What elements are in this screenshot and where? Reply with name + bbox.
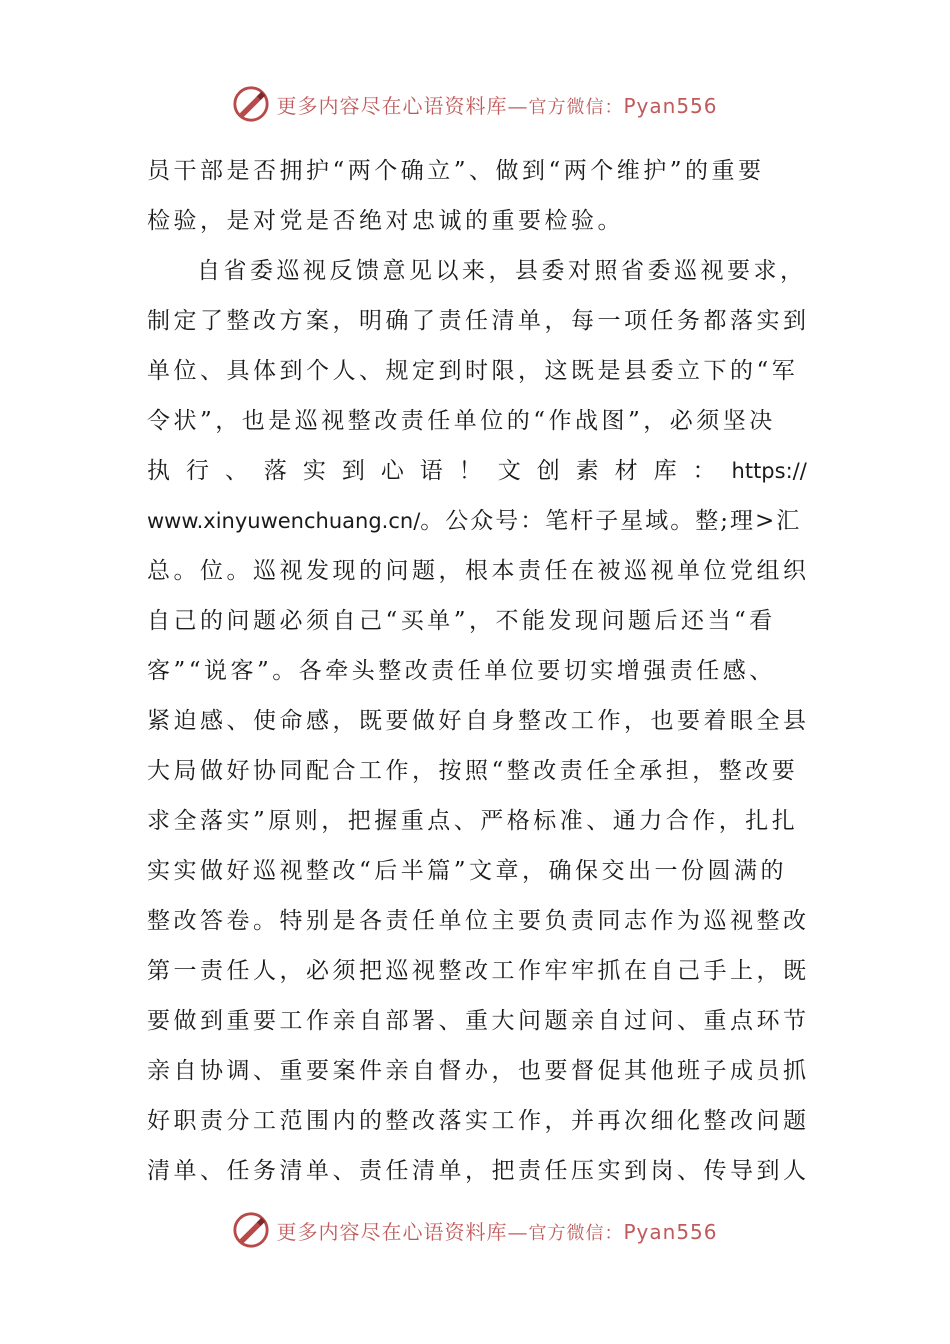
line-12: 紧迫感、使命感，既要做好自身整改工作，也要着眼全县 — [147, 708, 810, 734]
line-21: 清单、任务清单、责任清单，把责任压实到岗、传导到人 — [147, 1158, 810, 1184]
justified-char: 到 — [341, 458, 365, 484]
footer-site-text: 更多内容尽在心语资料库 — [276, 1219, 508, 1244]
justified-char: 文 — [497, 458, 521, 484]
line-8-text: 。公众号：笔杆子星域。整;理>汇 — [420, 508, 802, 534]
text-line — [147, 646, 807, 696]
footer-contact-label: 官方微信： — [528, 1222, 624, 1244]
header-site-text: 更多内容尽在心语资料库 — [276, 93, 508, 118]
justified-char: 行 — [185, 458, 209, 484]
justified-char: 素 — [575, 458, 599, 484]
line-4: 制定了整改方案，明确了责任清单，每一项任务都落实到 — [147, 308, 810, 334]
document-body — [147, 146, 810, 1196]
pen-logo-icon — [232, 1211, 270, 1249]
footer-text — [276, 1216, 717, 1245]
header-separator: — — [507, 93, 529, 118]
line-10: 自己的问题必须自己“买单”，不能发现问题后还当“看 — [147, 608, 776, 634]
line-14: 求全落实”原则，把握重点、严格标准、通力合作，扎扎 — [147, 808, 799, 834]
justified-char: 创 — [536, 458, 560, 484]
header-text — [276, 90, 717, 119]
text-line — [147, 546, 810, 596]
footer-banner — [0, 1210, 950, 1250]
text-line — [147, 996, 810, 1046]
text-line — [147, 1046, 810, 1096]
justified-char: 实 — [302, 458, 326, 484]
justified-char: 心 — [380, 458, 404, 484]
justified-char: 执 — [147, 458, 170, 484]
justified-char: ！ — [458, 458, 482, 484]
website-url-start[interactable]: https:// — [731, 459, 807, 483]
line-6: 令状”，也是巡视整改责任单位的“作战图”，必须坚决 — [147, 408, 776, 434]
line-16: 整改答卷。特别是各责任单位主要负责同志作为巡视整改 — [147, 908, 810, 934]
text-line — [147, 1096, 810, 1146]
text-line — [147, 846, 807, 896]
text-line — [147, 596, 807, 646]
text-line — [147, 796, 807, 846]
website-url[interactable]: www.xinyuwenchuang.cn/ — [147, 509, 421, 533]
justified-char: 、 — [224, 458, 248, 484]
header-banner — [0, 84, 950, 124]
justified-char: 落 — [263, 458, 287, 484]
line-20: 好职责分工范围内的整改落实工作，并再次细化整改问题 — [147, 1108, 810, 1134]
text-line — [147, 296, 810, 346]
justified-char: 库 — [653, 458, 677, 484]
text-line — [147, 196, 807, 246]
text-line — [147, 696, 810, 746]
text-line — [147, 946, 810, 996]
text-line — [147, 1146, 810, 1196]
line-1: 员干部是否拥护“两个确立”、做到“两个维护”的重要 — [147, 158, 765, 184]
justified-char: 材 — [614, 458, 638, 484]
line-13: 大局做好协同配合工作，按照“整改责任全承担，整改要 — [147, 758, 799, 784]
line-11: 客”“说客”。各牵头整改责任单位要切实增强责任感、 — [147, 658, 776, 684]
text-line — [147, 746, 807, 796]
justified-char: 语 — [419, 458, 443, 484]
text-line — [147, 346, 807, 396]
line-5: 单位、具体到个人、规定到时限，这既是县委立下的“军 — [147, 358, 799, 384]
line-2: 检验，是对党是否绝对忠诚的重要检验。 — [147, 208, 624, 234]
justified-line — [147, 446, 807, 496]
line-15: 实实做好巡视整改“后半篇”文章，确保交出一份圆满的 — [147, 858, 788, 884]
text-line — [147, 146, 807, 196]
line-3: 自省委巡视反馈意见以来，县委对照省委巡视要求， — [197, 258, 807, 284]
text-line — [147, 496, 807, 546]
pen-logo-icon — [232, 85, 270, 123]
footer-wechat-id: Pyan556 — [623, 1219, 718, 1244]
line-17: 第一责任人，必须把巡视整改工作牢牢抓在自己手上，既 — [147, 958, 810, 984]
header-contact-label: 官方微信： — [528, 96, 624, 118]
line-9: 总。位。巡视发现的问题，根本责任在被巡视单位党组织 — [147, 558, 810, 584]
line-19: 亲自协调、重要案件亲自督办，也要督促其他班子成员抓 — [147, 1058, 810, 1084]
text-line — [147, 896, 810, 946]
justified-char: ： — [692, 458, 716, 484]
text-line — [147, 396, 807, 446]
line-18: 要做到重要工作亲自部署、重大问题亲自过问、重点环节 — [147, 1008, 810, 1034]
footer-separator: — — [507, 1219, 529, 1244]
header-wechat-id: Pyan556 — [623, 93, 718, 118]
paragraph-start-line — [147, 246, 807, 296]
